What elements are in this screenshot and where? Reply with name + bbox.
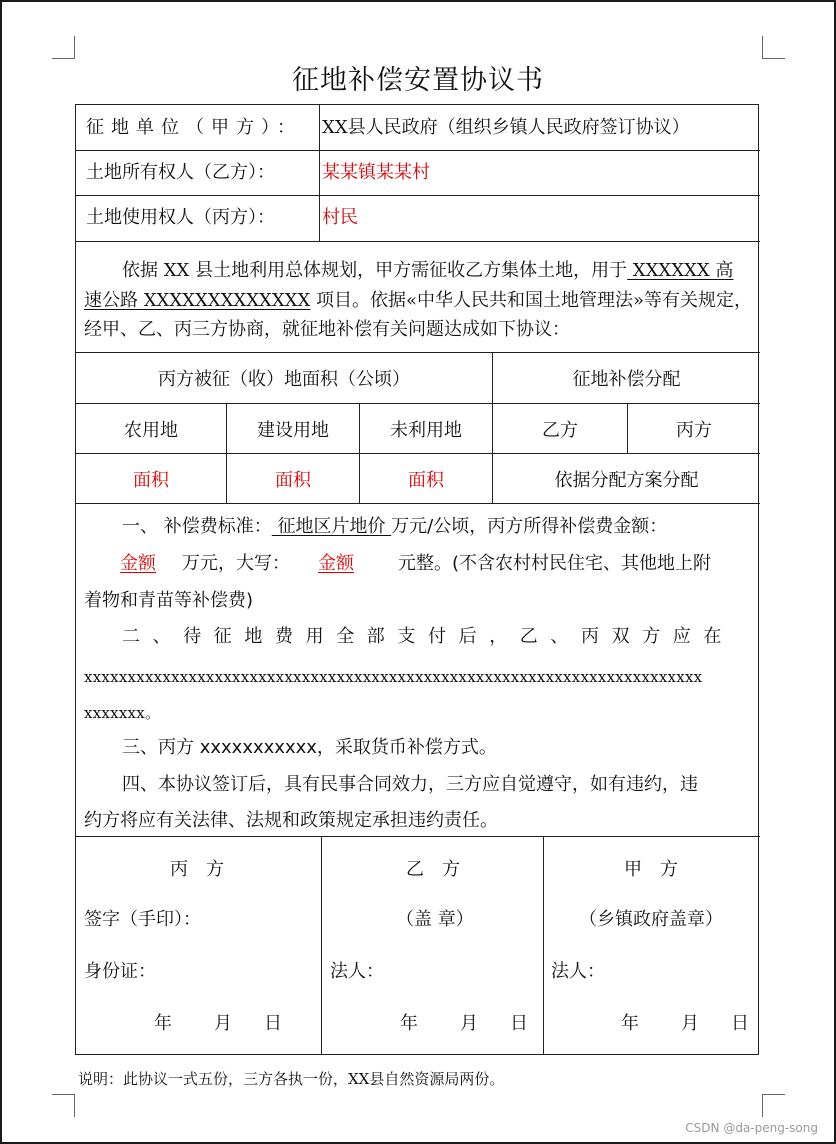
row-divider <box>76 836 760 837</box>
farmland-area-value: 面积 <box>133 469 169 491</box>
agreement-table <box>75 104 759 1055</box>
party-a-date-year: 年 <box>621 1013 639 1034</box>
party-b-value: 某某镇某某村 <box>322 162 430 183</box>
party-c-signature-field: 签字（手印）： <box>84 909 201 930</box>
party-b-date-year: 年 <box>400 1013 418 1034</box>
col-construction: 建设用地 <box>257 419 329 441</box>
party-b-legal-rep-field: 法人： <box>330 961 384 982</box>
clause-1-line-2 <box>84 552 711 576</box>
col-unused: 未利用地 <box>390 419 462 441</box>
clause-2-line-1: 二、待征地费用全部支付后，乙、丙双方应在 <box>122 626 734 647</box>
row-divider <box>76 241 760 242</box>
compensation-amount-upper: 金额 <box>318 553 354 574</box>
corner-mark-bottom-right <box>762 1094 785 1117</box>
row-divider <box>76 195 760 196</box>
distribution-value: 依据分配方案分配 <box>554 469 699 491</box>
col-divider <box>543 836 544 1055</box>
project-name-part-2: 速公路 XXXXXXXXXXXXX <box>84 290 311 311</box>
party-b-sign-title: 乙 方 <box>406 859 460 880</box>
document-title: 征地补偿安置协议书 <box>292 65 544 96</box>
clause-text: 万元，大写： <box>182 553 290 574</box>
preamble-line-1 <box>122 259 733 283</box>
party-c-date-year: 年 <box>154 1013 172 1034</box>
clause-2-line-2: xxxxxxxxxxxxxxxxxxxxxxxxxxxxxxxxxxxxxxxxxxxxxxxxxxxxxxxxxxxxxxxxxxxxxxx <box>84 668 703 686</box>
party-c-date-day: 日 <box>264 1013 282 1034</box>
col-party-b: 乙方 <box>542 419 578 441</box>
preamble-line-3: 经甲、乙、丙三方协商，就征地补偿有关问题达成如下协议： <box>84 319 570 340</box>
construction-area-value: 面积 <box>275 469 311 491</box>
party-b-date-day: 日 <box>510 1013 528 1034</box>
clause-text: 元整。(不含农村村民住宅、其他地上附 <box>398 553 712 574</box>
col-divider <box>319 105 320 241</box>
distribution-header: 征地补偿分配 <box>572 369 681 390</box>
unused-area-value: 面积 <box>408 469 444 491</box>
party-a-value: XX县人民政府（组织乡镇人民政府签订协议） <box>322 117 690 138</box>
party-b-label: 土地所有权人（乙方）： <box>86 162 275 183</box>
compensation-standard: 征地区片地价 <box>271 516 392 537</box>
party-c-value: 村民 <box>322 207 358 228</box>
party-c-id-field: 身份证： <box>84 961 156 982</box>
compensation-amount: 金额 <box>120 553 156 574</box>
clause-3: 三、丙方 xxxxxxxxxxx，采取货币补偿方式。 <box>122 737 497 758</box>
party-c-sign-title: 丙 方 <box>170 859 224 880</box>
party-a-sign-title: 甲 方 <box>624 859 678 880</box>
preamble-line-2 <box>84 289 752 313</box>
footnote: 说明：此协议一式五份，三方各执一份，XX县自然资源局两份。 <box>78 1070 505 1088</box>
corner-mark-bottom-left <box>52 1094 75 1117</box>
col-party-c: 丙方 <box>676 419 712 441</box>
clause-text: 万元/公顷，丙方所得补偿费金额： <box>391 516 668 537</box>
row-divider <box>76 503 760 504</box>
clause-1-line-1 <box>122 515 667 539</box>
party-b-date-month: 月 <box>460 1013 478 1034</box>
clause-4-line-2: 约方将应有关法律、法规和政策规定承担违约责任。 <box>84 810 498 831</box>
col-farmland: 农用地 <box>124 419 178 441</box>
party-c-label: 土地使用权人（丙方）： <box>86 207 275 228</box>
party-a-seal: （乡镇政府盖章） <box>579 909 723 930</box>
clause-4-line-1: 四、本协议签订后，具有民事合同效力，三方应自觉遵守，如有违约，违 <box>122 774 698 795</box>
corner-mark-top-left <box>52 36 75 59</box>
party-a-date-day: 日 <box>731 1013 749 1034</box>
row-divider <box>76 150 760 151</box>
preamble-text: 依据 XX 县土地利用总体规划，甲方需征收乙方集体土地，用于 <box>122 260 628 281</box>
col-divider <box>321 836 322 1055</box>
area-header: 丙方被征（收）地面积（公顷） <box>158 369 410 390</box>
project-name-part-1: XXXXXX 高 <box>627 260 734 281</box>
clause-text: 一、 补偿费标准： <box>122 516 272 537</box>
watermark: CSDN @da-peng-song <box>685 1121 818 1135</box>
corner-mark-top-right <box>762 36 785 59</box>
party-b-seal: （盖 章） <box>396 909 474 930</box>
party-a-date-month: 月 <box>681 1013 699 1034</box>
clause-1-line-3: 着物和青苗等补偿费) <box>84 590 254 611</box>
party-c-date-month: 月 <box>214 1013 232 1034</box>
party-a-label: 征地单位（甲方）： <box>86 117 302 138</box>
clause-2-line-3: xxxxxxx。 <box>84 704 161 722</box>
preamble-text: 项目。依据«中华人民共和国土地管理法»等有关规定， <box>310 290 753 311</box>
party-a-legal-rep-field: 法人： <box>551 961 605 982</box>
